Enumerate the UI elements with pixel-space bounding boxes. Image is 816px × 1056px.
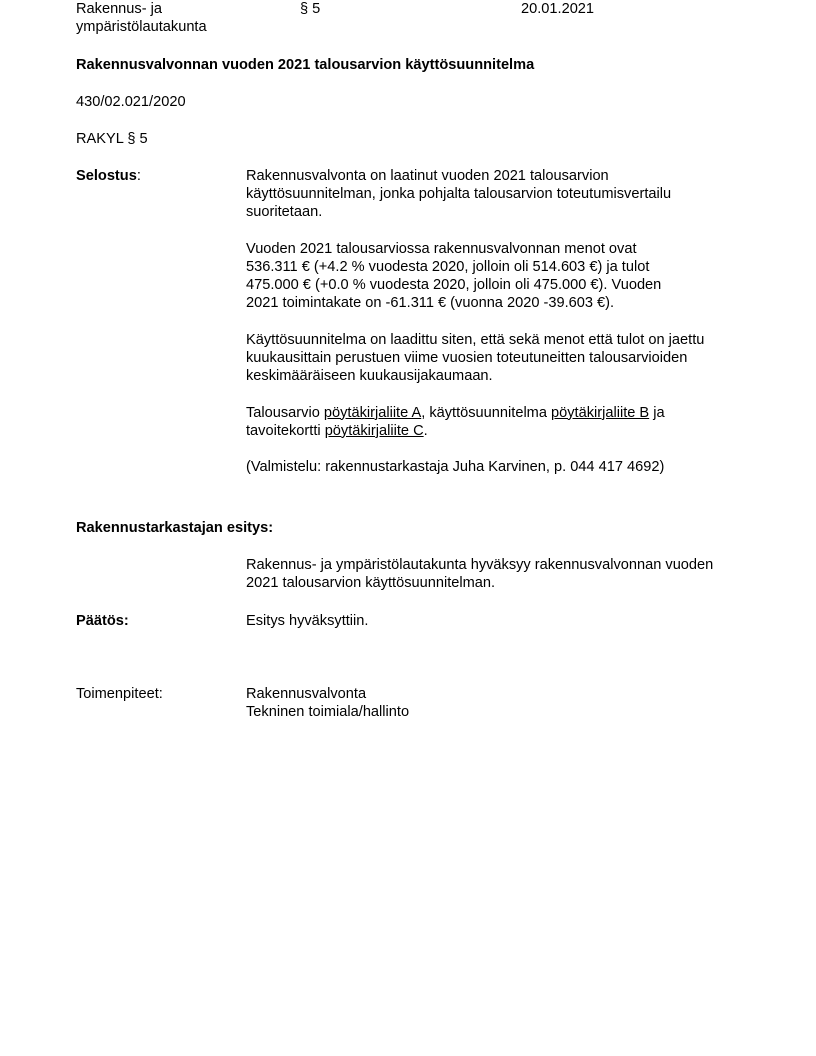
description-label	[76, 167, 141, 185]
attachments-text-1: Talousarvio	[246, 404, 324, 421]
attachments-text-2: , käyttösuunnitelma	[421, 404, 552, 421]
attachments-text-4: .	[423, 422, 428, 439]
section-reference: RAKYL § 5	[76, 131, 148, 147]
committee-name-line1: Rakennus- ja	[76, 1, 162, 17]
decision-label: Päätös:	[76, 613, 129, 629]
description-content	[246, 167, 726, 476]
proposal-text: Rakennus- ja ympäristölautakunta hyväksyy rakennusvalvonnan vuoden 2021 talousarvion käyttösuunnitelman.	[246, 557, 714, 592]
proposal-heading: Rakennustarkastajan esitys:	[76, 520, 274, 536]
diary-number: 430/02.021/2020	[76, 94, 186, 110]
committee-name-line2: ympäristölautakunta	[76, 19, 207, 36]
document-title: Rakennusvalvonnan vuoden 2021 talousarvion käyttösuunnitelma	[76, 57, 535, 73]
attachment-b-link[interactable]: pöytäkirjaliite B	[551, 404, 650, 421]
attachment-c-link[interactable]: pöytäkirjaliite C	[324, 422, 424, 439]
description-label-colon: :	[136, 168, 141, 184]
committee-name	[76, 0, 276, 36]
decision-text: Esitys hyväksyttiin.	[246, 613, 369, 629]
description-paragraph-4	[246, 404, 726, 440]
description-paragraph-2	[246, 240, 726, 313]
actions-label: Toimenpiteet:	[76, 686, 163, 702]
description-paragraph-2-line-1: Vuoden 2021 talousarviossa rakennusvalvonnan menot ovat	[246, 240, 637, 257]
section-number: § 5	[300, 1, 321, 17]
description-paragraph-2-line-2: 536.311 € (+4.2 % vuodesta 2020, jolloin oli 514.603 €) ja tulot	[246, 259, 650, 275]
action-item: Tekninen toimiala/hallinto	[246, 704, 410, 721]
description-paragraph-1: Rakennusvalvonta on laatinut vuoden 2021 talousarvion käyttösuunnitelman, jonka pohjalta talousarvion toteutumisvertailu suoritetaan.	[246, 168, 672, 221]
description-paragraph-2-line-3: 475.000 € (+0.0 % vuodesta 2020, jolloin oli 475.000 €). Vuoden	[246, 277, 662, 294]
actions-list	[246, 685, 726, 721]
meeting-date: 20.01.2021	[521, 1, 595, 17]
attachments-text-3: ja tavoitekortti	[246, 404, 665, 439]
description-label-text: Selostus	[76, 168, 137, 184]
attachment-a-link[interactable]: pöytäkirjaliite A	[323, 404, 422, 421]
action-item: Rakennusvalvonta	[246, 686, 367, 702]
description-paragraph-3: Käyttösuunnitelma on laadittu siten, että sekä menot että tulot on jaettu kuukausittain perustuen viime vuosien toteutuneitten talousarvioiden keskimääräiseen kuukausijakaumaan.	[246, 331, 705, 385]
description-paragraph-2-line-4: 2021 toimintakate on -61.311 € (vuonna 2020 -39.603 €).	[246, 295, 615, 312]
preparer-info: (Valmistelu: rakennustarkastaja Juha Karvinen, p. 044 417 4692)	[246, 459, 665, 476]
